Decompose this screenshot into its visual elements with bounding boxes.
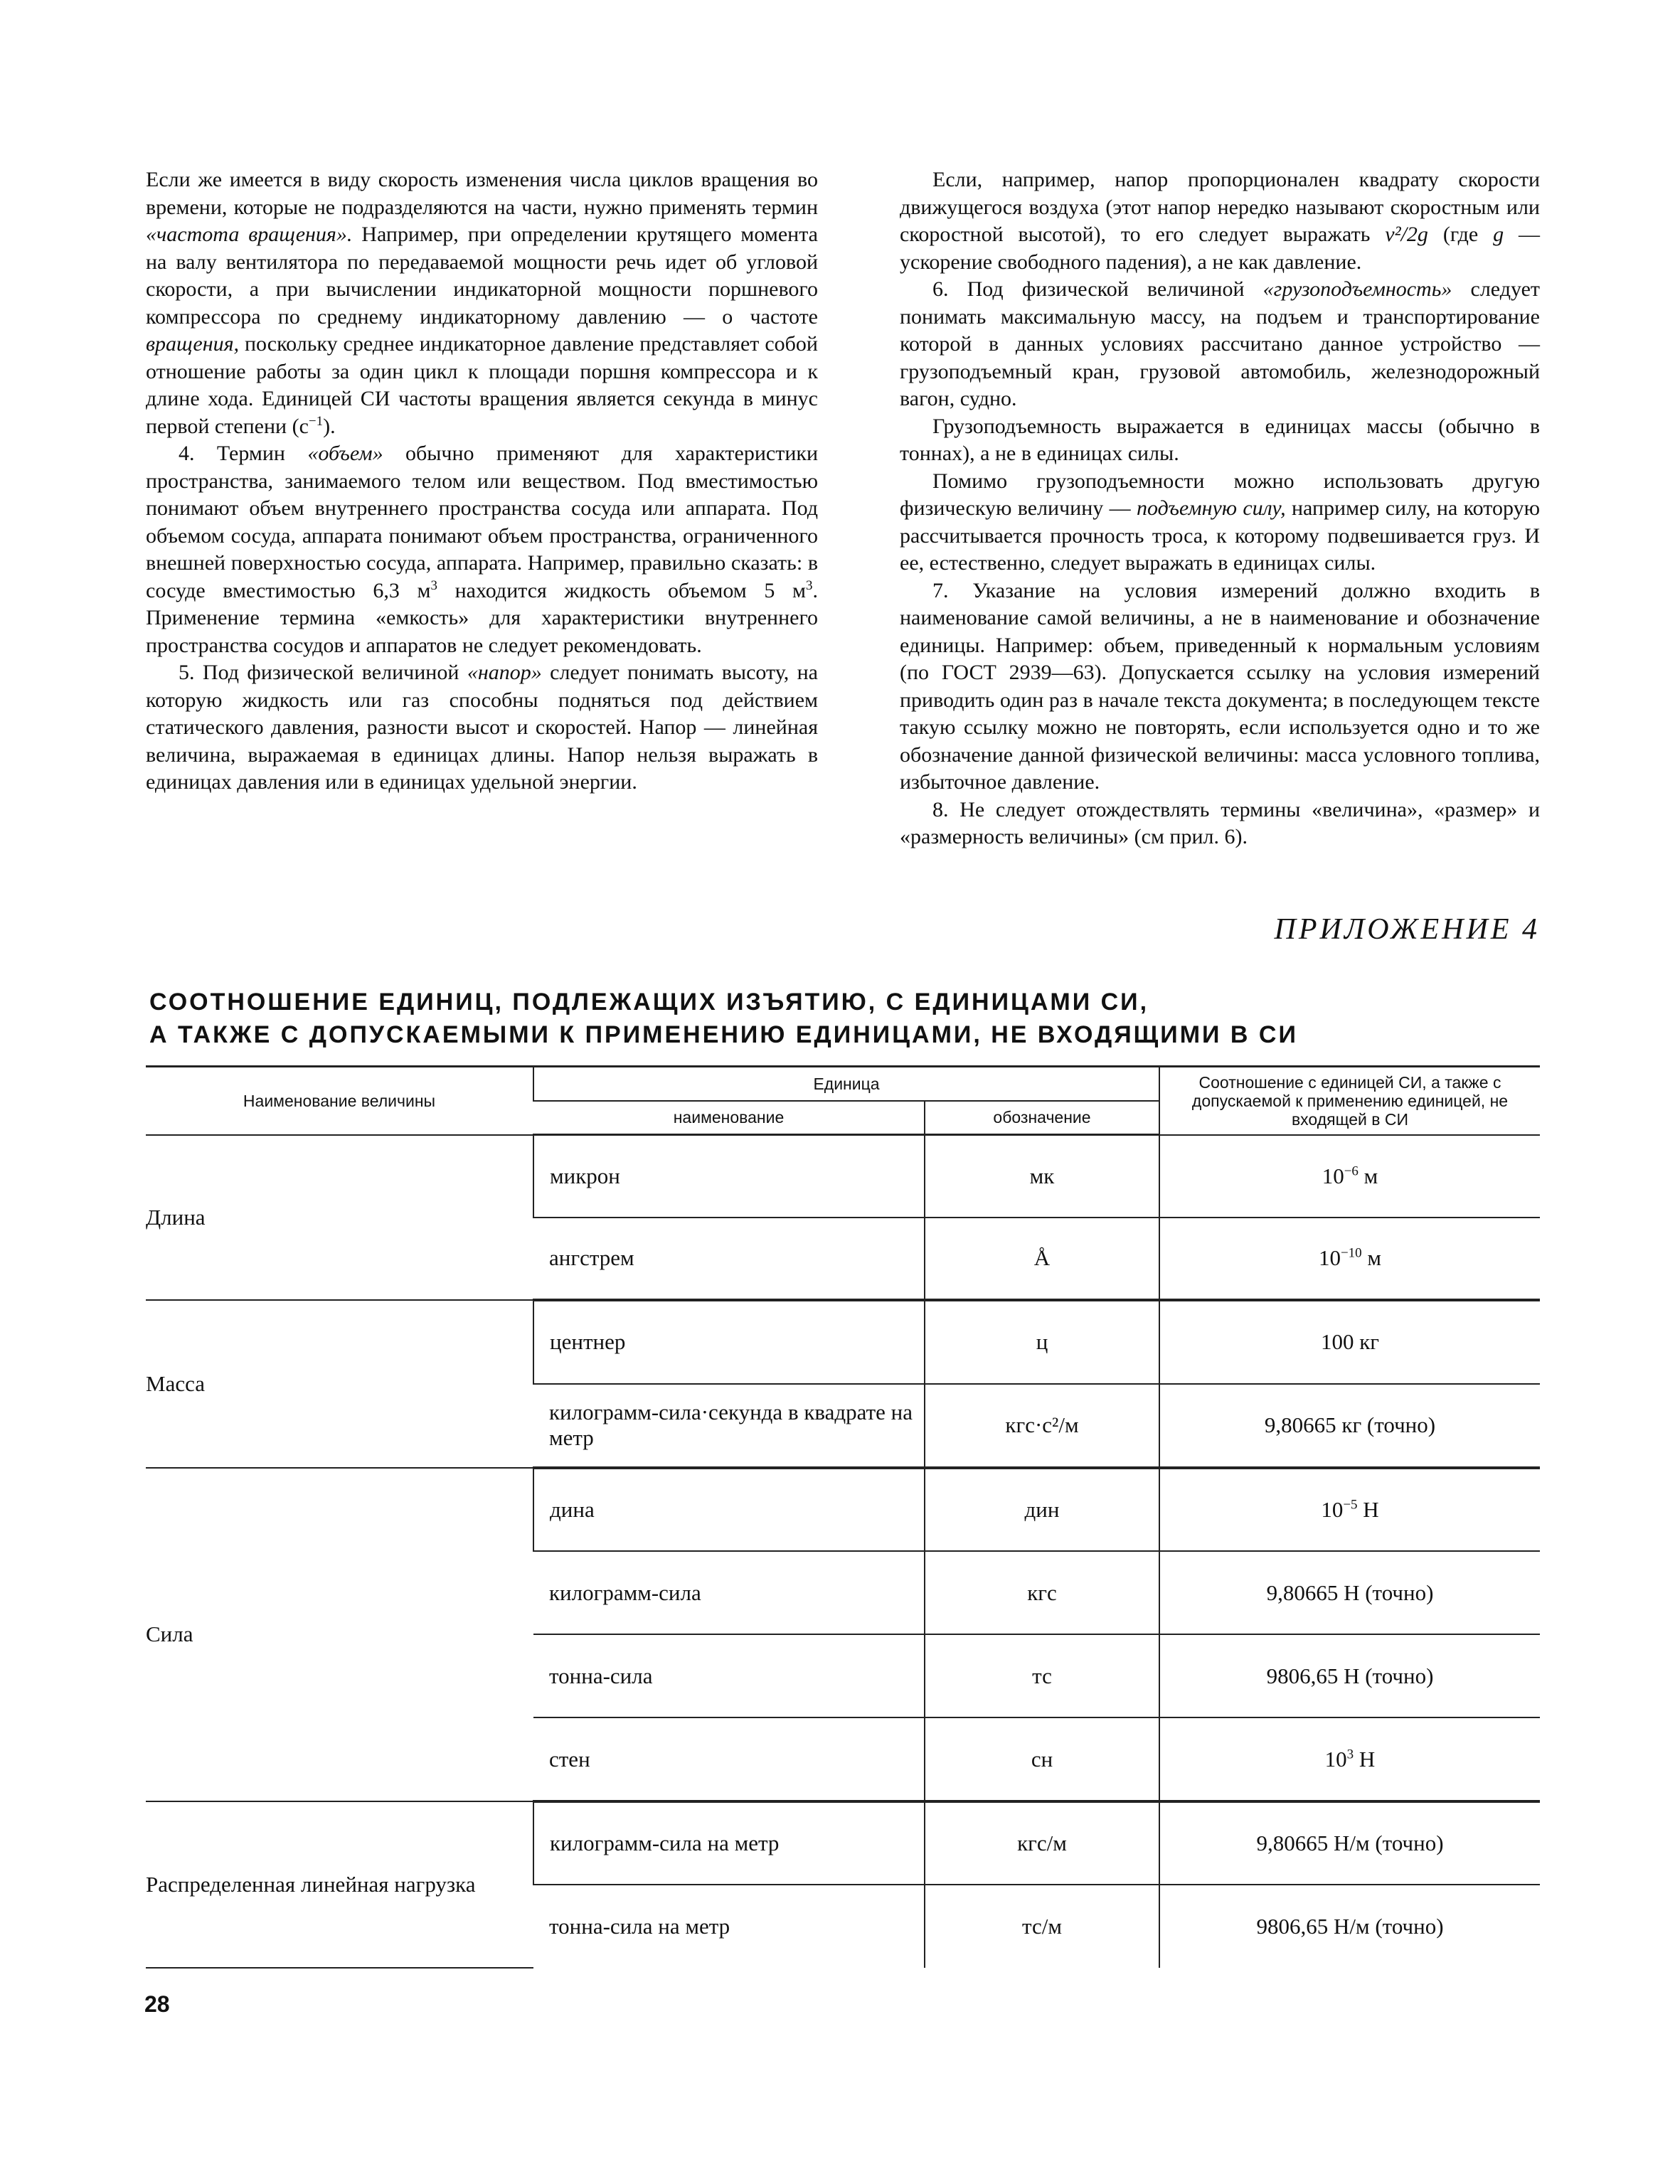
relation-cell: 9806,65 Н/м (точно) <box>1159 1885 1540 1968</box>
unit-symbol-cell: тс <box>925 1634 1159 1717</box>
paragraph: 6. Под физической величиной «грузоподъемность» следует понимать максимальную массу, на подъем и транспортирование которой в данных условиях рассчитано данное устройство — грузоподъемный кран, грузовой автомобиль, железнодорожный вагон, судно. <box>900 277 1541 410</box>
unit-symbol-cell: ц <box>925 1300 1159 1384</box>
page-number: 28 <box>144 1991 170 2017</box>
relation-cell: $10^{-6}$ м <box>1159 1135 1540 1218</box>
table-title-line: СООТНОШЕНИЕ ЕДИНИЦ, ПОДЛЕЖАЩИХ ИЗЪЯТИЮ, С ЕДИНИЦАМИ СИ, <box>149 989 1149 1016</box>
paragraph: 5. Под физической величиной «напор» следует понимать высоту, на которую жидкость или газ способны подняться под действием статического давления, разности высот и скоростей. Напор — линейная величина, выражаемая в единицах длины. Напор нельзя выражать в единицах давления или в единицах удельной энергии. <box>146 661 818 794</box>
relation-cell: 9,80665 Н/м (точно) <box>1159 1801 1540 1885</box>
units-table <box>146 1065 1540 1969</box>
relation-cell: 9806,65 Н (точно) <box>1159 1634 1540 1717</box>
unit-name-cell: килограмм-сила на метр <box>533 1801 925 1885</box>
unit-symbol-cell: сн <box>925 1717 1159 1801</box>
unit-name-cell: тонна-сила <box>533 1634 925 1717</box>
quantity-cell: Распределенная линейная нагрузка <box>146 1801 533 1968</box>
table-row <box>146 1135 1540 1218</box>
paragraph: Если, например, напор пропорционален квадрату скорости движущегося воздуха (этот напор нередко называют скоростным или скоростной высотой), то его следует выражать v²/2g (где g — ускорение свободного падения), а не как давление. <box>900 168 1540 274</box>
paragraph: Помимо грузоподъемности можно использовать другую физическую величину — подъемную силу, например силу, на которую рассчитывается прочность троса, к которому подвешивается груз. И ее, естественно, следует выражать в единицах силы. <box>900 469 1540 575</box>
unit-name-cell: килограмм-сила <box>533 1551 925 1634</box>
table-row <box>146 1468 1540 1551</box>
unit-name-cell: стен <box>533 1717 925 1801</box>
paragraph: Если же имеется в виду скорость изменения числа циклов вращения во времени, которые не подразделяются на части, нужно применять термин «частота вращения». Например, при определении крутящего момента на валу вентилятора по передаваемой мощности речь идет об угловой скорости, а при вычислении индикаторной мощности поршневого компрессора по среднему индикаторному давлению — о частоте вращения, поскольку среднее индикаторное давление представляет собой отношение работы за один цикл к площади поршня компрессора и к длине хода. Единицей СИ частоты вращения является секунда в минус первой степени $(с^{-1})$. <box>146 168 818 438</box>
paragraph: 4. Термин «объем» обычно применяют для характеристики пространства, занимаемого телом или веществом. Под вместимостью понимают объем внутреннего пространства сосуда или аппарата. Под объемом сосуда, аппарата понимают объем пространства, ограниченного внешней поверхностью сосуда, аппарата. Например, правильно сказать: в сосуде вместимостью 6,3 $м^3$ находится жидкость объемом 5 $м^3$. Применение термина «емкость» для характеристики внутреннего пространства сосудов и аппаратов не следует рекомендовать. <box>146 442 819 657</box>
table-header <box>146 1067 1540 1135</box>
unit-name-cell: микрон <box>533 1135 925 1218</box>
table-title <box>149 986 1298 1051</box>
paragraph: 7. Указание на условия измерений должно входить в наименование самой величины, а не в наименование и обозначение единицы. Например: объем, приведенный к нормальным условиям (по ГОСТ 2939—63). Допускается ссылку на условия измерений приводить один раз в начале текста документа; в последующем тексте такую ссылку можно не повторять, если используется одно и то же обозначение данной физической величины: масса условного топлива, избыточное давление. <box>900 578 1540 794</box>
header-unit-symbol: обозначение <box>925 1101 1159 1135</box>
header-unit: Единица <box>533 1067 1159 1101</box>
unit-symbol-cell: дин <box>925 1468 1159 1551</box>
unit-name-cell: центнер <box>533 1300 925 1384</box>
unit-symbol-cell: кгс <box>925 1551 1159 1634</box>
unit-symbol-cell: мк <box>925 1135 1159 1218</box>
left-text-column <box>146 166 818 797</box>
header-unit-name: наименование <box>533 1101 925 1135</box>
relation-cell: 100 кг <box>1159 1300 1540 1384</box>
relation-cell: 9,80665 кг (точно) <box>1159 1384 1540 1468</box>
unit-symbol-cell: кгс·с²/м <box>925 1384 1159 1468</box>
appendix-heading: ПРИЛОЖЕНИЕ 4 <box>1274 913 1540 946</box>
unit-name-cell: дина <box>533 1468 925 1551</box>
unit-name-cell: килограмм-сила·секунда в квадрате на метр <box>533 1384 925 1468</box>
relation-cell: $10^{-10}$ м <box>1159 1218 1540 1300</box>
table-row <box>146 1801 1540 1885</box>
relation-cell: 9,80665 Н (точно) <box>1159 1551 1540 1634</box>
quantity-cell: Сила <box>146 1468 533 1801</box>
quantity-cell: Масса <box>146 1300 533 1468</box>
relation-cell: $10^{-5}$ Н <box>1159 1468 1540 1551</box>
unit-symbol-cell: тс/м <box>925 1885 1159 1968</box>
unit-symbol-cell: кгс/м <box>925 1801 1159 1885</box>
header-quantity: Наименование величины <box>146 1067 533 1135</box>
header-relation: Соотношение с единицей СИ, а также с допускаемой к применению единицей, не входящей в СИ <box>1159 1067 1540 1135</box>
table-title-line: А ТАКЖЕ С ДОПУСКАЕМЫМИ К ПРИМЕНЕНИЮ ЕДИНИЦАМИ, НЕ ВХОДЯЩИМИ В СИ <box>149 1021 1298 1048</box>
table-row <box>146 1300 1540 1384</box>
paragraph: Грузоподъемность выражается в единицах массы (обычно в тоннах), а не в единицах силы. <box>900 414 1540 465</box>
unit-name-cell: тонна-сила на метр <box>549 1913 730 1939</box>
unit-symbol-cell: Å <box>925 1218 1159 1300</box>
quantity-cell: Длина <box>146 1135 533 1300</box>
relation-cell: $10^3$ Н <box>1159 1717 1540 1801</box>
right-text-column <box>900 166 1540 851</box>
paragraph: 8. Не следует отождествлять термины «величина», «размер» и «размерность величины» (см прил. 6). <box>900 797 1540 848</box>
unit-name-cell: ангстрем <box>533 1218 925 1300</box>
